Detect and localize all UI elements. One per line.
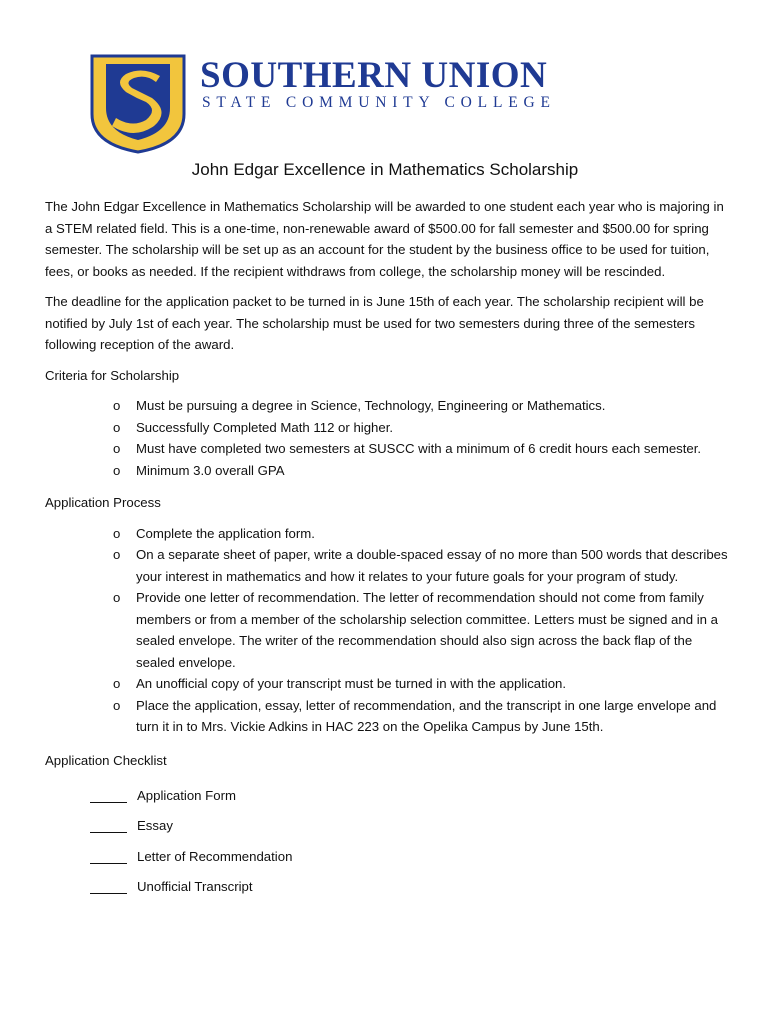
- logo-text-sub: STATE COMMUNITY COLLEGE: [202, 94, 556, 111]
- checklist-item: Application Form: [90, 780, 730, 811]
- list-item: o Successfully Completed Math 112 or higher.: [109, 417, 730, 439]
- college-logo: [88, 52, 633, 154]
- intro-paragraph: The John Edgar Excellence in Mathematics Scholarship will be awarded to one student each year who is majoring in a STEM related field. This is a one-time, non-renewable award of $500.00 for fall semester and $500.00 for spring semester. The scholarship will be set up as an account for the student by the business office to be used for tuition, fees, or books as needed. If the recipient withdraws from college, the scholarship money will be rescinded.: [45, 199, 724, 279]
- checklist-item: Unofficial Transcript: [90, 872, 730, 903]
- list-item: o Complete the application form.: [109, 523, 730, 545]
- checklist-item: Essay: [90, 811, 730, 842]
- bullet-icon: o: [113, 419, 121, 435]
- checkbox-line[interactable]: [90, 788, 127, 803]
- checkbox-line[interactable]: [90, 879, 127, 894]
- page-title: John Edgar Excellence in Mathematics Scholarship: [191, 160, 579, 179]
- criteria-list: [45, 395, 730, 481]
- process-heading: Application Process: [45, 495, 161, 510]
- document-body: [45, 196, 730, 902]
- list-item: o Must have completed two semesters at SUSCC with a minimum of 6 credit hours each semester.: [109, 438, 730, 460]
- process-list: [45, 523, 730, 738]
- bullet-icon: o: [113, 676, 121, 691]
- bullet-icon: o: [113, 525, 121, 541]
- list-item: o An unofficial copy of your transcript must be turned in with the application.: [109, 673, 730, 695]
- criteria-heading: Criteria for Scholarship: [45, 367, 180, 383]
- bullet-icon: o: [113, 462, 121, 478]
- bullet-icon: o: [113, 398, 121, 413]
- list-item: o Provide one letter of recommendation. The letter of recommendation should not come from family members or from a member of the scholarship selection committee. Letters must be signed and in a sealed envelope. The writer of the recommendation should also sign across the back flap of the sealed envelope.: [109, 587, 730, 673]
- bullet-icon: o: [113, 547, 121, 562]
- deadline-paragraph: The deadline for the application packet to be turned in is June 15th of each year. The scholarship recipient will be notified by July 1st of each year. The scholarship must be used for two semesters during three of the semesters following reception of the award.: [45, 294, 704, 352]
- checkbox-line[interactable]: [90, 849, 127, 864]
- checklist-heading: Application Checklist: [45, 752, 167, 768]
- bullet-icon: o: [113, 441, 121, 456]
- checklist-item: Letter of Recommendation: [90, 841, 730, 872]
- shield-logo-icon: [88, 52, 188, 154]
- list-item: o Minimum 3.0 overall GPA: [109, 460, 730, 482]
- list-item: o Place the application, essay, letter of recommendation, and the transcript in one large envelope and turn it in to Mrs. Vickie Adkins in HAC 223 on the Opelika Campus by June 15th.: [109, 695, 730, 738]
- list-item: o Must be pursuing a degree in Science, Technology, Engineering or Mathematics.: [109, 395, 730, 417]
- bullet-icon: o: [113, 590, 121, 605]
- checkbox-line[interactable]: [90, 818, 127, 833]
- logo-text-main: SOUTHERN UNION: [200, 55, 548, 96]
- list-item: o On a separate sheet of paper, write a double-spaced essay of no more than 500 words that describes your interest in mathematics and how it relates to your future goals for your program of study.: [109, 544, 730, 587]
- bullet-icon: o: [113, 697, 121, 713]
